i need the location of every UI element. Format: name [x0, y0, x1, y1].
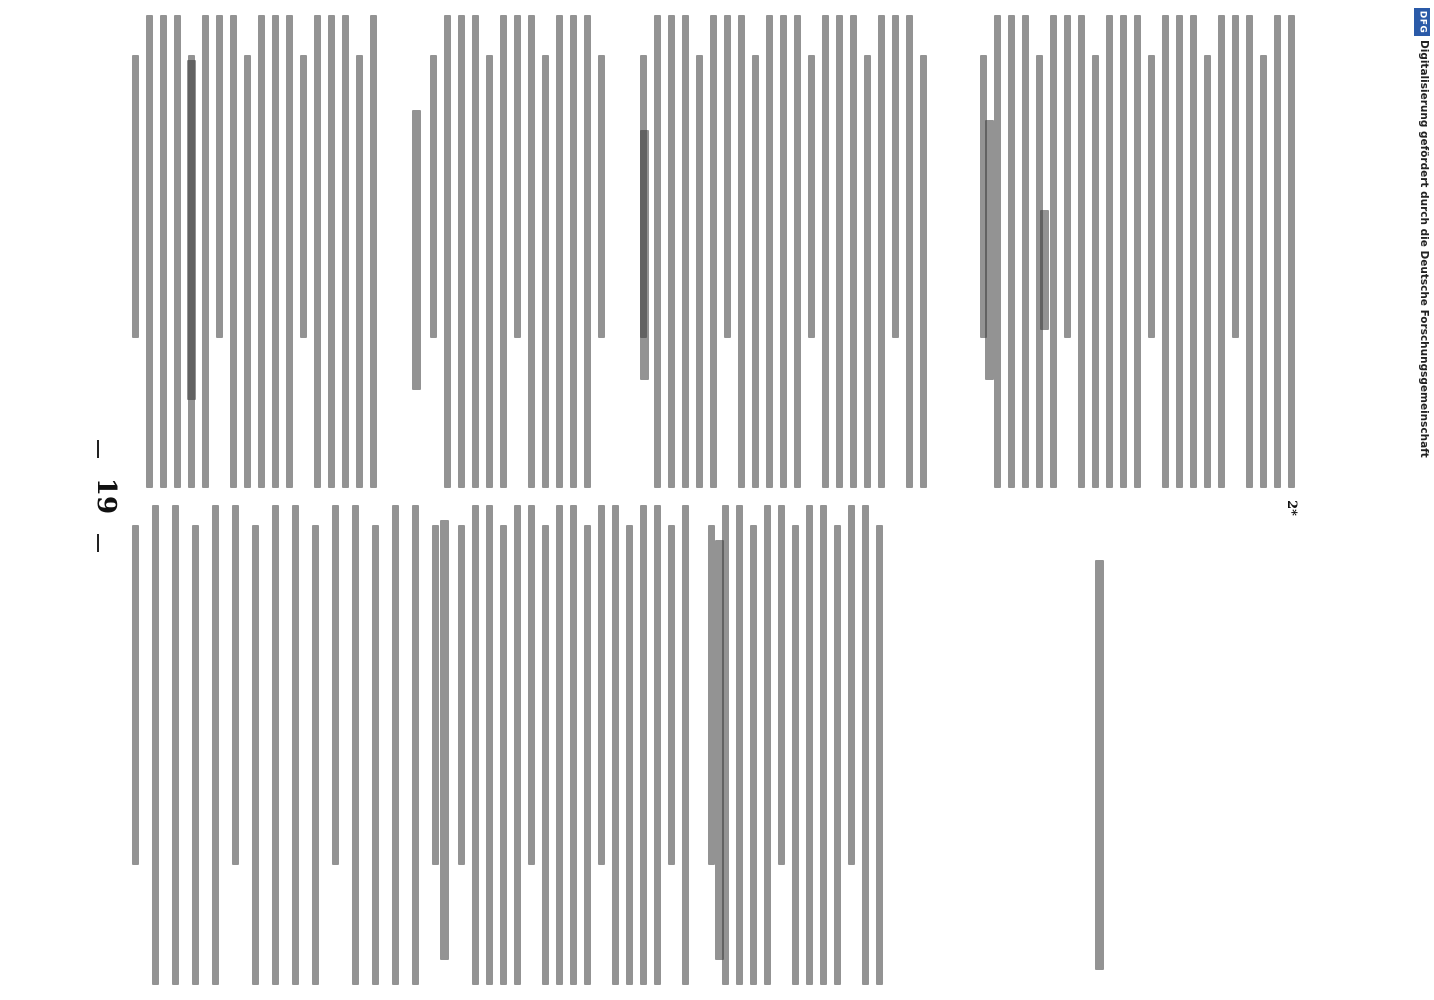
text-line — [556, 15, 563, 488]
text-line — [486, 55, 493, 488]
text-line — [160, 15, 167, 488]
text-line — [292, 505, 299, 985]
text-line — [132, 525, 139, 865]
text-line — [920, 55, 927, 488]
text-line — [342, 15, 349, 488]
dfg-logo — [1414, 8, 1430, 36]
text-line — [738, 15, 745, 488]
text-line — [432, 525, 439, 865]
footnote-marker: 2* — [1284, 500, 1300, 516]
text-line — [1092, 55, 1099, 488]
text-line — [458, 525, 465, 865]
text-line — [668, 15, 675, 488]
text-line — [570, 505, 577, 985]
section-heading — [440, 520, 449, 960]
text-line — [598, 55, 605, 338]
text-line — [312, 525, 319, 985]
text-line — [356, 55, 363, 488]
text-line — [244, 55, 251, 488]
text-line — [1246, 15, 1253, 488]
text-line — [146, 15, 153, 488]
text-line — [500, 525, 507, 985]
section-heading — [985, 120, 994, 380]
text-line — [370, 15, 377, 488]
text-line — [1008, 15, 1015, 488]
text-column-right — [132, 15, 1295, 488]
text-line — [584, 15, 591, 488]
text-line — [994, 15, 1001, 488]
digitization-credit-text: Digitalisierung gefördert durch die Deutsche Forschungsgemeinschaft — [1418, 40, 1430, 458]
text-line — [252, 525, 259, 985]
text-line — [794, 15, 801, 488]
section-heading — [1040, 210, 1049, 330]
page-number: 19 — [91, 477, 121, 515]
text-line — [668, 525, 675, 865]
text-column-left — [132, 505, 883, 985]
section-heading — [1095, 560, 1104, 970]
header-dash-top — [97, 440, 99, 458]
text-line — [1022, 15, 1029, 488]
text-line — [152, 505, 159, 985]
text-line — [1078, 15, 1085, 488]
text-line — [764, 505, 771, 985]
text-line — [458, 15, 465, 488]
text-line — [584, 525, 591, 985]
text-line — [780, 15, 787, 488]
text-line — [1120, 15, 1127, 488]
text-line — [472, 15, 479, 488]
section-heading — [715, 540, 724, 960]
text-line — [834, 525, 841, 985]
text-line — [906, 15, 913, 488]
text-line — [1218, 15, 1225, 488]
text-line — [314, 15, 321, 488]
text-line — [412, 505, 419, 985]
text-line — [332, 505, 339, 865]
text-line — [598, 505, 605, 865]
text-line — [1064, 15, 1071, 338]
text-line — [1134, 15, 1141, 488]
text-line — [300, 55, 307, 338]
text-line — [862, 505, 869, 985]
text-line — [696, 55, 703, 488]
text-line — [708, 525, 715, 865]
text-line — [820, 505, 827, 985]
text-line — [202, 15, 209, 488]
text-line — [230, 15, 237, 488]
text-line — [806, 505, 813, 985]
text-line — [766, 15, 773, 488]
text-line — [1260, 55, 1267, 488]
text-line — [258, 15, 265, 488]
text-line — [286, 15, 293, 488]
text-line — [864, 55, 871, 488]
text-line — [682, 505, 689, 985]
text-line — [174, 15, 181, 488]
text-line — [216, 15, 223, 338]
text-line — [172, 505, 179, 985]
text-line — [232, 505, 239, 865]
text-line — [892, 15, 899, 338]
text-line — [752, 55, 759, 488]
text-line — [556, 505, 563, 985]
text-line — [542, 525, 549, 985]
text-line — [612, 505, 619, 985]
text-line — [1232, 15, 1239, 338]
text-line — [514, 15, 521, 338]
text-line — [392, 505, 399, 985]
text-line — [500, 15, 507, 488]
text-line — [486, 505, 493, 985]
text-line — [472, 505, 479, 985]
text-line — [682, 15, 689, 488]
text-line — [654, 15, 661, 488]
digitization-credit-bar — [1412, 0, 1434, 1000]
text-line — [850, 15, 857, 488]
text-line — [1106, 15, 1113, 488]
section-heading — [412, 110, 421, 390]
text-line — [724, 15, 731, 338]
text-line — [132, 55, 139, 338]
text-line — [1288, 15, 1295, 488]
text-line — [1050, 15, 1057, 488]
text-line — [372, 525, 379, 985]
text-line — [1162, 15, 1169, 488]
text-line — [328, 15, 335, 488]
text-line — [272, 15, 279, 488]
text-line — [528, 15, 535, 488]
text-line — [352, 505, 359, 985]
text-line — [626, 525, 633, 985]
text-line — [528, 505, 535, 865]
text-line — [778, 505, 785, 865]
text-line — [808, 55, 815, 338]
text-line — [848, 505, 855, 865]
text-line — [514, 505, 521, 985]
text-line — [836, 15, 843, 488]
section-heading — [640, 130, 649, 380]
text-line — [1204, 55, 1211, 488]
text-line — [272, 505, 279, 985]
text-line — [876, 525, 883, 985]
text-line — [822, 15, 829, 488]
text-line — [640, 505, 647, 985]
header-dash-bottom — [97, 534, 99, 552]
text-line — [1148, 55, 1155, 338]
text-line — [542, 55, 549, 488]
text-line — [444, 15, 451, 488]
section-heading — [187, 60, 196, 400]
text-line — [192, 525, 199, 985]
text-line — [710, 15, 717, 488]
text-line — [750, 525, 757, 985]
text-line — [1176, 15, 1183, 488]
text-line — [792, 525, 799, 985]
text-line — [654, 505, 661, 985]
text-line — [878, 15, 885, 488]
text-line — [212, 505, 219, 985]
text-line — [430, 55, 437, 338]
text-line — [570, 15, 577, 488]
text-line — [1274, 15, 1281, 488]
dfg-logo-text: DFG — [1417, 10, 1428, 34]
text-line — [1190, 15, 1197, 488]
text-line — [736, 505, 743, 985]
